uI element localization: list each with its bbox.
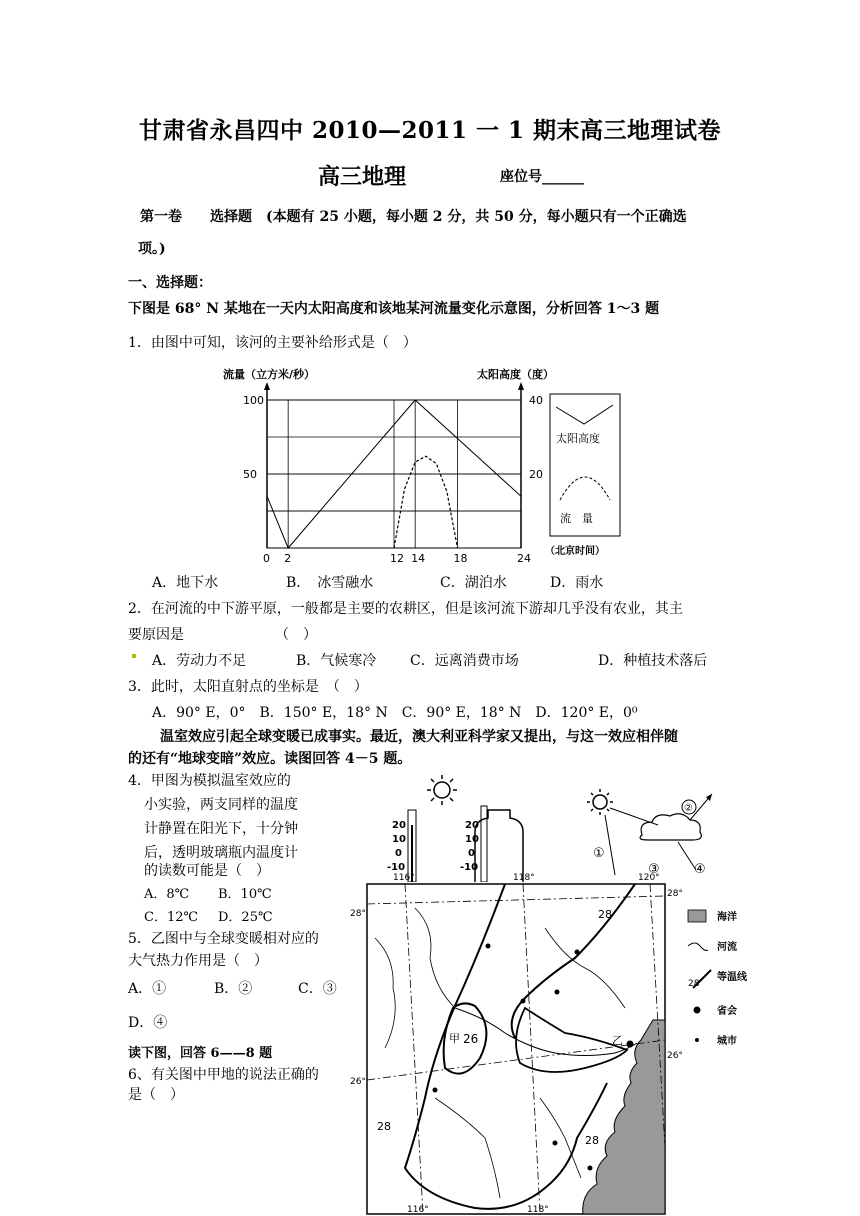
- legend-sun-label: 太阳高度: [556, 432, 600, 445]
- lat-label-28-right: 28°: [667, 889, 683, 899]
- x-tick-label: 2: [284, 552, 292, 562]
- isotherm-label-west: 28: [377, 1120, 391, 1133]
- arrow-label-4: ④: [694, 862, 706, 877]
- q4-option-b[interactable]: B．10℃: [218, 887, 272, 902]
- q4-line-2: 小实验，两支同样的温度: [144, 797, 298, 813]
- city-dot: [553, 1141, 558, 1146]
- q2-stem-cont: 要原因是 （ ）: [128, 627, 317, 643]
- legend-river: 河流: [717, 942, 737, 953]
- q2-option-d[interactable]: D．种植技术落后: [598, 653, 708, 669]
- x-unit-label: （北京时间）: [545, 546, 605, 557]
- intro-map: 读下图，回答 6——8 题: [128, 1046, 273, 1061]
- section-intro: 下图是 68° N 某地在一天内太阳高度和该地某河流量变化示意图，分析回答 1～3 题: [128, 301, 660, 317]
- isotherm-inner: [516, 1008, 627, 1072]
- legend-flow-line: [560, 477, 610, 500]
- thermo-right-tick-20: 20: [465, 820, 479, 831]
- legend-sun-line: [556, 405, 613, 424]
- q6-line-2: 是（ ）: [128, 1087, 184, 1103]
- q2-option-c[interactable]: C．远离消费市场: [410, 653, 519, 669]
- seat-number-label: 座位号______: [500, 169, 584, 185]
- parallel-28: [367, 896, 665, 904]
- city-dot: [486, 944, 491, 949]
- x-tick-label: 14: [411, 552, 426, 562]
- x-tick-label: 0: [263, 552, 270, 562]
- intro-greenhouse: 温室效应引起全球变暖已成事实。最近，澳大利亚科学家又提出，与这一效应相伴随: [160, 729, 678, 745]
- q5-line-2: 大气热力作用是（ ）: [128, 953, 268, 969]
- legend-river-swatch: [688, 943, 708, 951]
- city-dot: [521, 999, 526, 1004]
- river-1: [415, 908, 455, 1008]
- q2-stem: 2．在河流的中下游平原，一般都是主要的农耕区，但是该河流下游却几乎没有农业，其主: [128, 601, 683, 617]
- thermo-right-tick-neg10: -10: [460, 862, 479, 873]
- intro-greenhouse-cont: 的还有“地球变暗”效应。读图回答 4－5 题。: [128, 751, 412, 767]
- river-flow-line: [394, 456, 458, 548]
- river-5: [375, 938, 395, 1048]
- q5-option-b[interactable]: B．②: [214, 981, 253, 997]
- river-2: [545, 928, 625, 1008]
- place-label-yi: 乙: [612, 1034, 623, 1047]
- legend-ocean-swatch: [688, 910, 706, 922]
- y-axis-left-arrow: [264, 382, 270, 390]
- river-3: [435, 1098, 500, 1198]
- lon-label-120-top: 120°: [638, 873, 660, 883]
- q5-line-1: 5．乙图中与全球变暖相对应的: [128, 931, 319, 947]
- legend-ocean: 海洋: [717, 912, 737, 923]
- legend-isotherm-value: 28: [688, 979, 700, 989]
- isotherm-label-south: 28: [585, 1134, 599, 1147]
- thermo-right-tick-10: 10: [465, 834, 479, 845]
- isotherm-north: [512, 884, 635, 1038]
- isotherm-outer: [405, 884, 607, 1209]
- isotherm-label-jia: 26: [463, 1032, 479, 1046]
- q1-option-a[interactable]: A．地下水: [152, 575, 219, 591]
- q5-option-c[interactable]: C．③: [298, 981, 337, 997]
- city-dot: [433, 1088, 438, 1093]
- y-right-label: 太阳高度（度）: [477, 368, 554, 381]
- thermo-left-tick-20: 20: [392, 820, 406, 831]
- q1-option-b[interactable]: B． 冰雪融水: [286, 575, 374, 591]
- greenhouse-figure: [360, 770, 740, 882]
- q1-option-d[interactable]: D．雨水: [550, 575, 604, 591]
- part1-heading: 第一卷 选择题 (本题有 25 小题，每小题 2 分，共 50 分，每小题只有一个正确选: [140, 209, 687, 225]
- arrow-label-3: ③: [648, 862, 660, 877]
- section-heading: 一、选择题：: [128, 275, 212, 291]
- provincial-capital-dot: [627, 1041, 634, 1048]
- y-left-tick-label: 50: [243, 468, 257, 481]
- thermo-left-tick-10: 10: [392, 834, 406, 845]
- city-dot: [588, 1166, 593, 1171]
- part1-heading-cont: 项。): [138, 241, 166, 257]
- q1-option-c[interactable]: C．湖泊水: [440, 575, 507, 591]
- lon-label-116-bottom: 116°: [407, 1205, 429, 1215]
- y-right-tick-label: 20: [529, 468, 543, 481]
- river-4: [540, 1098, 581, 1178]
- sun-icon-left: [427, 775, 457, 805]
- legend-flow-label: 流 量: [560, 512, 593, 525]
- place-label-jia: 甲: [449, 1032, 460, 1045]
- meridian-116: [405, 884, 423, 1214]
- subtitle: 高三地理: [318, 164, 407, 190]
- q4-line-1: 4．甲图为模拟温室效应的: [128, 773, 291, 789]
- sun-icon-right: [587, 789, 613, 815]
- city-dot: [555, 990, 560, 995]
- arrow-label-1: ①: [593, 846, 605, 861]
- sun-flow-chart: [215, 362, 635, 562]
- q4-line-4: 后，透明玻璃瓶内温度计: [144, 845, 298, 861]
- q5-option-a[interactable]: A．①: [128, 981, 167, 997]
- map-legend: [688, 910, 748, 1047]
- page-title: 甘肃省永昌四中 2010—2011 一 1 期末高三地理试卷: [138, 117, 722, 144]
- arrow-label-2: ②: [684, 803, 693, 814]
- meridian-118: [523, 884, 540, 1214]
- q3-options[interactable]: A．90° E，0° B．150° E，18° N C．90° E，18° N D．120° E，0⁰: [152, 705, 638, 721]
- x-tick-label: 18: [453, 552, 468, 562]
- y-right-tick-label: 40: [529, 394, 543, 407]
- legend-capital-swatch: [694, 1007, 701, 1014]
- q4-option-a[interactable]: A．8℃: [144, 887, 190, 902]
- fujian-map: [345, 868, 785, 1216]
- q2-option-a[interactable]: A．劳动力不足: [152, 653, 247, 669]
- legend-city-swatch: [695, 1038, 699, 1042]
- q3-stem: 3．此时，太阳直射点的坐标是 （ ）: [128, 679, 368, 695]
- lat-label-26-right: 26°: [667, 1051, 683, 1061]
- thermo-right-tick-0: 0: [468, 848, 475, 859]
- q4-option-d[interactable]: D．25℃: [218, 910, 273, 925]
- thermo-left-tick-0: 0: [395, 848, 402, 859]
- q5-option-d[interactable]: D．④: [128, 1015, 168, 1031]
- y-left-tick-label: 100: [243, 394, 264, 407]
- y-left-label: 流量（立方米/秒）: [223, 368, 316, 381]
- q2-option-b[interactable]: B．气候寒冷: [296, 653, 377, 669]
- lon-label-118-top: 118°: [513, 873, 535, 883]
- thermo-left-tick-neg10: -10: [387, 862, 406, 873]
- lon-label-118-bottom: 118°: [527, 1205, 549, 1215]
- isotherm-label-north: 28: [598, 908, 612, 921]
- x-tick-label: 24: [517, 552, 531, 562]
- x-tick-label: 12: [390, 552, 404, 562]
- q4-line-3: 计静置在阳光下，十分钟: [144, 821, 298, 837]
- lat-label-28-left: 28°: [350, 909, 366, 919]
- city-dot: [575, 950, 580, 955]
- q4-line-5: 的读数可能是（ ）: [144, 863, 270, 879]
- q1-stem: 1．由图中可知，该河的主要补给形式是（ ）: [128, 335, 417, 351]
- legend-capital: 省会: [717, 1006, 737, 1017]
- q6-line-1: 6、有关图中甲地的说法正确的: [128, 1067, 319, 1083]
- plot-area: [243, 382, 543, 562]
- legend-city: 城市: [717, 1036, 737, 1047]
- bullet-mark: [132, 654, 136, 658]
- q4-option-c[interactable]: C．12℃: [144, 910, 199, 925]
- lat-label-26-left: 26°: [350, 1077, 366, 1087]
- legend-isotherm: 等温线: [717, 972, 747, 983]
- y-axis-right-arrow: [518, 382, 524, 390]
- lon-label-116-top: 116°: [393, 873, 415, 883]
